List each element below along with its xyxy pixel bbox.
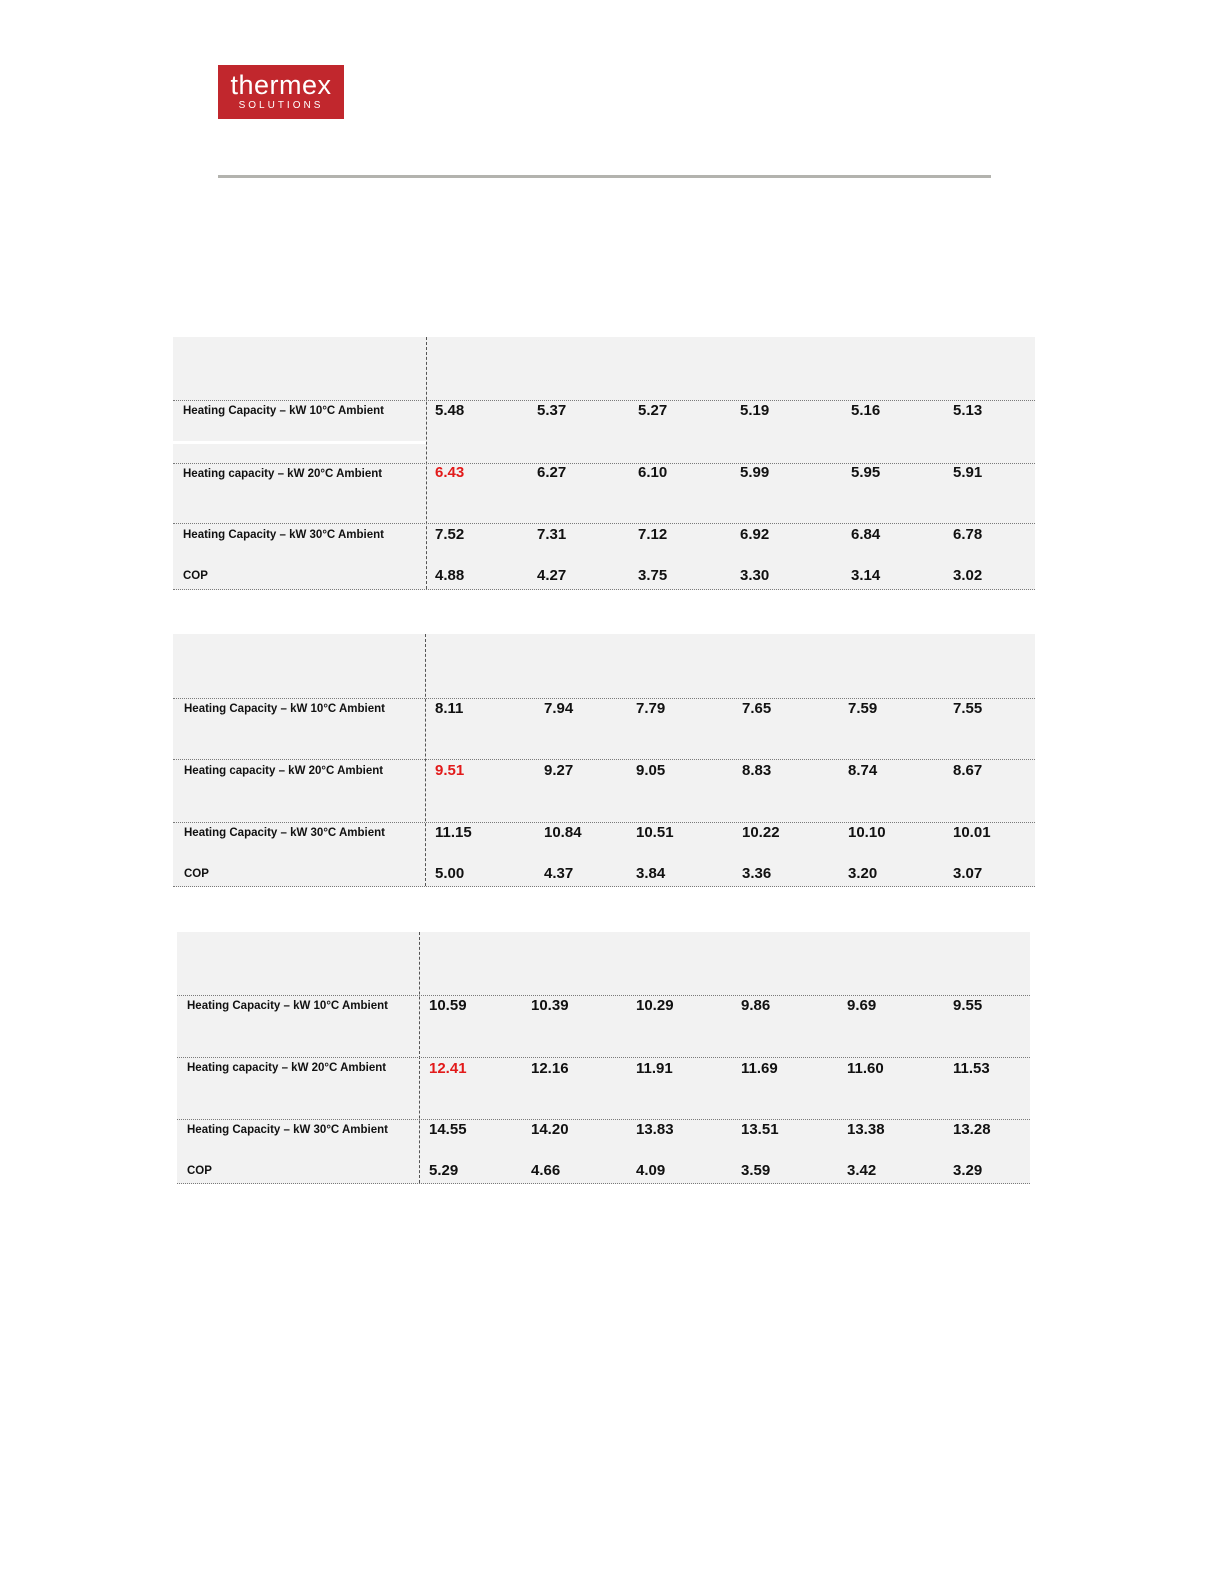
table-cell: 5.27 [638, 402, 668, 419]
performance-table-3 [177, 932, 1030, 1184]
table-cell: 4.27 [537, 567, 567, 584]
table-cell: 4.88 [435, 567, 465, 584]
table-cell: 5.48 [435, 402, 465, 419]
table-header-band [173, 634, 1035, 699]
table-cell: 13.83 [636, 1121, 674, 1138]
table-cell: 13.28 [953, 1121, 991, 1138]
table-cell: 5.37 [537, 402, 567, 419]
logo-wordmark: thermex [230, 70, 332, 100]
table-cell: 7.79 [636, 700, 666, 717]
table-cell: 7.94 [544, 700, 574, 717]
column-divider [425, 634, 426, 886]
row-separator [173, 523, 1035, 524]
table-cell: 11.60 [847, 1060, 884, 1077]
row-separator [173, 759, 1035, 760]
table-cell: 3.36 [742, 865, 772, 882]
table-cell: 10.39 [531, 997, 569, 1014]
row-separator [173, 463, 1035, 464]
table-cell: 5.91 [953, 464, 983, 481]
table-cell-highlight: 12.41 [429, 1060, 467, 1077]
table-cell: 6.78 [953, 526, 983, 543]
row-label: Heating Capacity – kW 30°C Ambient [184, 827, 385, 839]
table-cell: 3.30 [740, 567, 770, 584]
table-cell: 8.83 [742, 762, 772, 779]
row-label: COP [184, 868, 209, 880]
table-cell: 4.37 [544, 865, 574, 882]
table-cell: 3.02 [953, 567, 983, 584]
table-cell: 10.10 [848, 824, 886, 841]
table-cell: 9.55 [953, 997, 983, 1014]
table-cell-highlight: 6.43 [435, 464, 465, 481]
table-cell: 5.19 [740, 402, 770, 419]
table-header-band [173, 337, 1035, 401]
table-cell: 14.55 [429, 1121, 467, 1138]
table-cell: 4.66 [531, 1162, 561, 1179]
table-cell: 7.65 [742, 700, 772, 717]
table-cell: 8.67 [953, 762, 983, 779]
table-cell: 5.95 [851, 464, 881, 481]
row-label: Heating capacity – kW 20°C Ambient [183, 468, 383, 480]
table-cell: 7.59 [848, 700, 878, 717]
table-cell: 11.15 [435, 824, 472, 841]
table-header-band [177, 932, 1030, 996]
table-cell: 3.59 [741, 1162, 771, 1179]
table-cell: 11.53 [953, 1060, 990, 1077]
table-cell: 13.51 [741, 1121, 779, 1138]
table-cell: 4.09 [636, 1162, 666, 1179]
row-label: Heating capacity – kW 20°C Ambient [187, 1062, 387, 1074]
table-cell: 10.51 [636, 824, 674, 841]
table-cell: 10.59 [429, 997, 467, 1014]
table-cell: 13.38 [847, 1121, 885, 1138]
table-cell: 9.05 [636, 762, 666, 779]
table-cell: 9.86 [741, 997, 771, 1014]
row-label: COP [187, 1165, 212, 1177]
table-cell: 3.07 [953, 865, 983, 882]
row-separator [173, 822, 1035, 823]
row-label: Heating Capacity – kW 30°C Ambient [183, 529, 384, 541]
table-cell: 3.84 [636, 865, 666, 882]
table-cell: 3.20 [848, 865, 878, 882]
table-cell: 9.69 [847, 997, 877, 1014]
row-label: Heating Capacity – kW 10°C Ambient [187, 1000, 388, 1012]
table-cell: 3.75 [638, 567, 668, 584]
table-cell: 7.52 [435, 526, 465, 543]
table-cell: 7.12 [638, 526, 668, 543]
logo-subtitle: SOLUTIONS [238, 100, 324, 111]
table-cell: 11.91 [636, 1060, 673, 1077]
table-cell: 10.84 [544, 824, 582, 841]
row-label: Heating Capacity – kW 10°C Ambient [183, 405, 384, 417]
table-cell: 8.11 [435, 700, 464, 717]
header-rule [218, 175, 991, 178]
table-cell: 8.74 [848, 762, 878, 779]
table-cell: 10.29 [636, 997, 674, 1014]
table-cell: 5.00 [435, 865, 465, 882]
table-cell: 7.31 [537, 526, 567, 543]
table-cell: 6.92 [740, 526, 770, 543]
row-label: Heating Capacity – kW 30°C Ambient [187, 1124, 388, 1136]
table-cell: 14.20 [531, 1121, 569, 1138]
table-cell: 7.55 [953, 700, 983, 717]
table-cell: 5.99 [740, 464, 770, 481]
row-label: COP [183, 570, 208, 582]
table-cell: 11.69 [741, 1060, 778, 1077]
row-label: Heating Capacity – kW 10°C Ambient [184, 703, 385, 715]
table-cell: 3.14 [851, 567, 881, 584]
table-cell: 3.29 [953, 1162, 983, 1179]
row-gap [173, 441, 426, 444]
table-cell: 9.27 [544, 762, 574, 779]
row-separator [177, 1057, 1030, 1058]
table-cell: 6.10 [638, 464, 668, 481]
table-cell: 3.42 [847, 1162, 877, 1179]
table-cell-highlight: 9.51 [435, 762, 465, 779]
performance-table-1 [173, 337, 1035, 590]
table-cell: 6.84 [851, 526, 881, 543]
table-cell: 10.01 [953, 824, 991, 841]
table-cell: 12.16 [531, 1060, 569, 1077]
table-cell: 5.29 [429, 1162, 459, 1179]
table-cell: 6.27 [537, 464, 567, 481]
performance-table-2 [173, 634, 1035, 887]
row-label: Heating capacity – kW 20°C Ambient [184, 765, 384, 777]
table-cell: 5.13 [953, 402, 983, 419]
table-cell: 5.16 [851, 402, 881, 419]
row-separator [177, 1119, 1030, 1120]
thermex-logo [218, 65, 344, 119]
table-cell: 10.22 [742, 824, 780, 841]
